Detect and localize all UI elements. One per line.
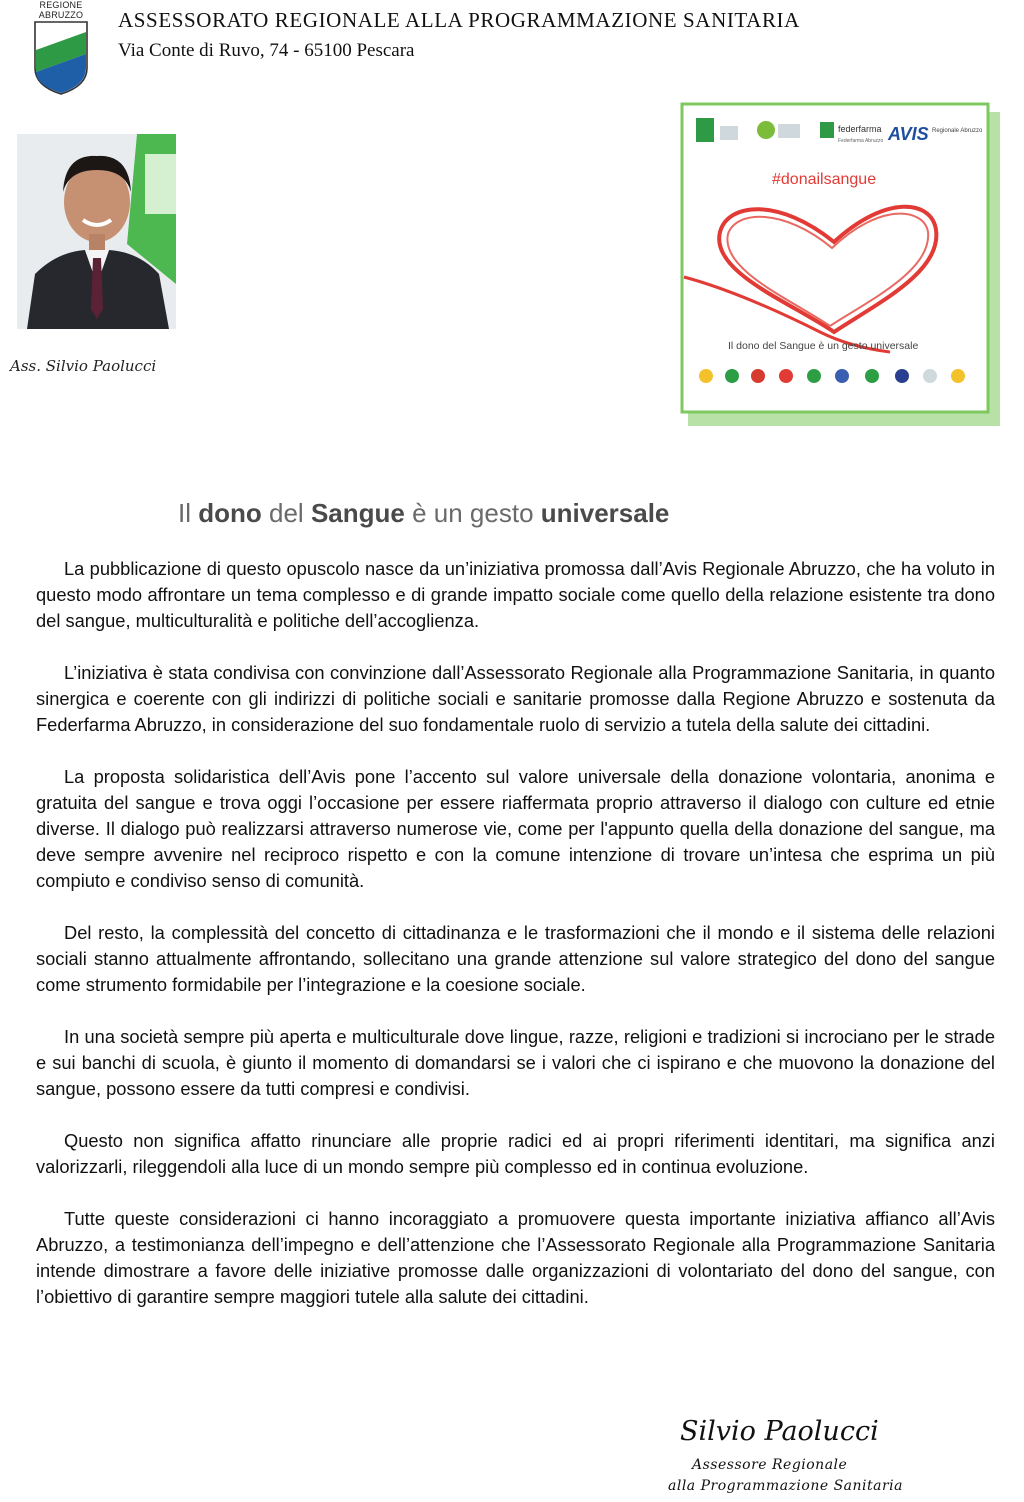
regione-abruzzo-logo <box>32 0 90 96</box>
portrait-caption: Ass. Silvio Paolucci <box>10 357 157 375</box>
signature-role-line-1: Assessore Regionale <box>692 1457 848 1473</box>
paragraph-3: La proposta solidaristica dell’Avis pone l’accento sul valore universale della donazione volontaria, anonima e gratuita del sangue e trova oggi l’occasione per essere riaffermata proprio attraverso il dialogo con culture ed etnie diverse. Il dialogo può realizzarsi attraverso numerose vie, come per l'appunto quella della donazione del sangue, ma deve sempre avvenire nel reciproco rispetto e con la comune intenzione di trovare un’intesa che esprima un più compiuto e condiviso senso di comunità. <box>36 766 995 891</box>
campaign-poster <box>680 102 1002 428</box>
regione-shield-icon <box>32 20 90 96</box>
svg-text:federfarma: federfarma <box>838 124 882 134</box>
headline: Il dono del Sangue è un gesto universale <box>178 498 670 528</box>
paragraph-1: La pubblicazione di questo opuscolo nasce da un’iniziativa promossa dall’Avis Regionale Abruzzo, che ha voluto in questo modo affrontare un tema complesso e di grande impatto sociale come quello della relazione esistente tra dono del sangue, multiculturalità e politiche dell’accoglienza. <box>36 558 995 631</box>
portrait-photo <box>17 134 176 329</box>
paragraph-6: Questo non significa affatto rinunciare alle proprie radici ed ai propri riferimenti identitari, ma significa anzi valorizzarli, rileggendoli alla luce di un mondo sempre più complesso ed in continua evoluzione. <box>36 1130 995 1177</box>
office-title: ASSESSORATO REGIONALE ALLA PROGRAMMAZIONE SANITARIA <box>118 8 800 32</box>
poster-hashtag: #donailsangue <box>772 171 877 188</box>
logo-line-2: ABRUZZO <box>38 10 84 20</box>
svg-text:Federfarma Abruzzo: Federfarma Abruzzo <box>838 138 884 144</box>
paragraph-4: Del resto, la complessità del concetto di cittadinanza e le trasformazioni che il mondo e il sistema delle relazioni sociali stanno attualmente affrontando, sollecitano una grande attenzione sul valore strategico del dono del sangue come strumento formidabile per l’integrazione e la coesione sociale. <box>36 922 995 995</box>
office-address: Via Conte di Ruvo, 74 - 65100 Pescara <box>118 40 415 61</box>
paragraph-7: Tutte queste considerazioni ci hanno incoraggiato a promuovere questa importante iniziativa affianco all’Avis Abruzzo, a testimonianza dell’impegno e dell’attenzione che l’Assessorato Regionale alla Programmazione Sanitaria intende dimostrare a favore delle iniziative promosse dalle organizzazioni di volontariato del dono del sangue, con l’obiettivo di garantire sempre maggiori tutele alla salute dei cittadini. <box>36 1208 995 1307</box>
partner-logo-1 <box>696 118 714 142</box>
signature-role-line-2: alla Programmazione Sanitaria <box>668 1478 903 1494</box>
signature-name: Silvio Paolucci <box>680 1416 879 1447</box>
paragraph-5: In una società sempre più aperta e multiculturale dove lingue, razze, religioni e tradizioni si incrociano per le strade e sui banchi di scuola, è giunto il momento di domandarsi se i valori che ci ispirano e che muovono la donazione del sangue, possono essere da tutti compresi e condivisi. <box>36 1026 995 1099</box>
letter-body <box>36 556 995 1336</box>
partner-logo-2 <box>757 121 775 139</box>
svg-text:Regionale Abruzzo: Regionale Abruzzo <box>932 128 983 134</box>
logo-line-1: REGIONE <box>39 0 83 10</box>
poster-tagline: Il dono del Sangue è un gesto universale <box>728 340 919 352</box>
avis-logo: AVIS <box>888 124 929 144</box>
paragraph-2: L’iniziativa è stata condivisa con convinzione dall’Assessorato Regionale alla Programmazione Sanitaria, in quanto sinergica e coerente con gli indirizzi di politiche sociali e sanitarie promosse dalla Regione Abruzzo e sostenuta da Federfarma Abruzzo, in considerazione del suo fondamentale ruolo di servizio a tutela della salute dei cittadini. <box>36 662 995 735</box>
federfarma-logo <box>820 122 834 138</box>
